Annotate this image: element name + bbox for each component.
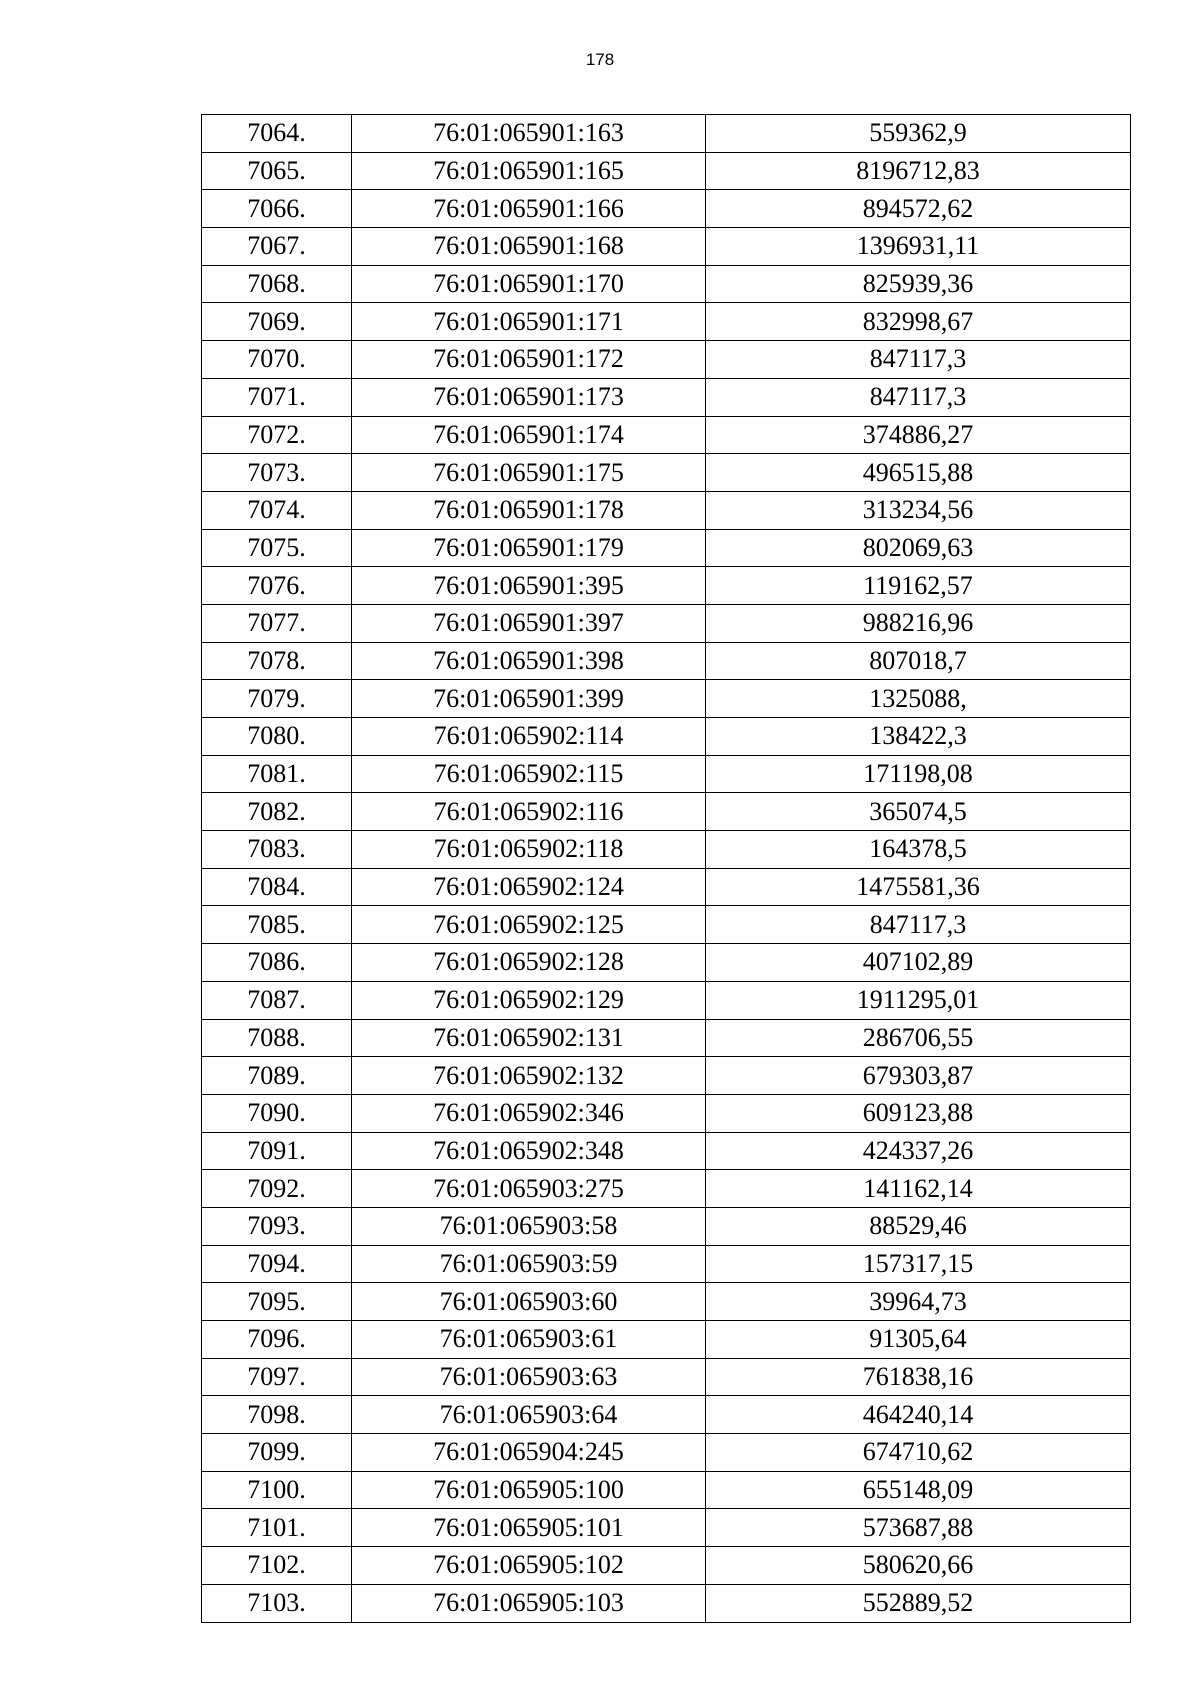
value-cell: 1325088, xyxy=(706,680,1131,718)
row-number-cell: 7090. xyxy=(202,1094,352,1132)
cadastral-number-cell: 76:01:065905:102 xyxy=(352,1547,706,1585)
row-number-cell: 7070. xyxy=(202,341,352,379)
row-number-cell: 7068. xyxy=(202,265,352,303)
row-number-cell: 7091. xyxy=(202,1132,352,1170)
row-number-cell: 7092. xyxy=(202,1170,352,1208)
cadastral-number-cell: 76:01:065902:124 xyxy=(352,868,706,906)
table-row xyxy=(202,680,1131,718)
cadastral-number-cell: 76:01:065903:60 xyxy=(352,1283,706,1321)
value-cell: 847117,3 xyxy=(706,341,1131,379)
table-row xyxy=(202,604,1131,642)
row-number-cell: 7089. xyxy=(202,1057,352,1095)
value-cell: 496515,88 xyxy=(706,454,1131,492)
value-cell: 580620,66 xyxy=(706,1547,1131,1585)
cadastral-number-cell: 76:01:065903:64 xyxy=(352,1396,706,1434)
table-row xyxy=(202,1547,1131,1585)
cadastral-number-cell: 76:01:065902:125 xyxy=(352,906,706,944)
value-cell: 825939,36 xyxy=(706,265,1131,303)
value-cell: 286706,55 xyxy=(706,1019,1131,1057)
cadastral-number-cell: 76:01:065901:399 xyxy=(352,680,706,718)
value-cell: 157317,15 xyxy=(706,1245,1131,1283)
cadastral-number-cell: 76:01:065901:163 xyxy=(352,115,706,153)
value-cell: 119162,57 xyxy=(706,567,1131,605)
cadastral-number-cell: 76:01:065901:175 xyxy=(352,454,706,492)
table-row xyxy=(202,228,1131,266)
cadastral-number-cell: 76:01:065902:131 xyxy=(352,1019,706,1057)
value-cell: 655148,09 xyxy=(706,1471,1131,1509)
row-number-cell: 7096. xyxy=(202,1321,352,1359)
cadastral-number-cell: 76:01:065902:132 xyxy=(352,1057,706,1095)
cadastral-number-cell: 76:01:065905:100 xyxy=(352,1471,706,1509)
row-number-cell: 7064. xyxy=(202,115,352,153)
value-cell: 1911295,01 xyxy=(706,981,1131,1019)
table-row xyxy=(202,944,1131,982)
cadastral-number-cell: 76:01:065902:128 xyxy=(352,944,706,982)
page-number: 178 xyxy=(585,50,615,69)
value-cell: 802069,63 xyxy=(706,529,1131,567)
table-row xyxy=(202,1584,1131,1622)
value-cell: 407102,89 xyxy=(706,944,1131,982)
row-number-cell: 7100. xyxy=(202,1471,352,1509)
row-number-cell: 7093. xyxy=(202,1207,352,1245)
cadastral-number-cell: 76:01:065902:346 xyxy=(352,1094,706,1132)
cadastral-number-cell: 76:01:065903:61 xyxy=(352,1321,706,1359)
row-number-cell: 7082. xyxy=(202,793,352,831)
cadastral-number-cell: 76:01:065902:118 xyxy=(352,831,706,869)
row-number-cell: 7080. xyxy=(202,718,352,756)
row-number-cell: 7087. xyxy=(202,981,352,1019)
table-row xyxy=(202,115,1131,153)
table-row xyxy=(202,152,1131,190)
cadastral-number-cell: 76:01:065901:168 xyxy=(352,228,706,266)
value-cell: 832998,67 xyxy=(706,303,1131,341)
row-number-cell: 7085. xyxy=(202,906,352,944)
table-row xyxy=(202,303,1131,341)
table-row xyxy=(202,1132,1131,1170)
cadastral-number-cell: 76:01:065901:170 xyxy=(352,265,706,303)
table-row xyxy=(202,755,1131,793)
cadastral-number-cell: 76:01:065901:174 xyxy=(352,416,706,454)
table-row xyxy=(202,1396,1131,1434)
value-cell: 674710,62 xyxy=(706,1434,1131,1472)
value-cell: 609123,88 xyxy=(706,1094,1131,1132)
row-number-cell: 7081. xyxy=(202,755,352,793)
cadastral-number-cell: 76:01:065903:59 xyxy=(352,1245,706,1283)
cadastral-number-cell: 76:01:065903:63 xyxy=(352,1358,706,1396)
value-cell: 679303,87 xyxy=(706,1057,1131,1095)
value-cell: 894572,62 xyxy=(706,190,1131,228)
row-number-cell: 7095. xyxy=(202,1283,352,1321)
cadastral-number-cell: 76:01:065901:179 xyxy=(352,529,706,567)
cadastral-number-cell: 76:01:065901:178 xyxy=(352,491,706,529)
cadastral-number-cell: 76:01:065902:116 xyxy=(352,793,706,831)
table-row xyxy=(202,1358,1131,1396)
value-cell: 761838,16 xyxy=(706,1358,1131,1396)
table-row xyxy=(202,1019,1131,1057)
value-cell: 8196712,83 xyxy=(706,152,1131,190)
cadastral-number-cell: 76:01:065902:129 xyxy=(352,981,706,1019)
cadastral-number-cell: 76:01:065905:103 xyxy=(352,1584,706,1622)
table-row xyxy=(202,529,1131,567)
value-cell: 988216,96 xyxy=(706,604,1131,642)
table-row xyxy=(202,1245,1131,1283)
row-number-cell: 7076. xyxy=(202,567,352,605)
row-number-cell: 7079. xyxy=(202,680,352,718)
row-number-cell: 7102. xyxy=(202,1547,352,1585)
cadastral-number-cell: 76:01:065901:397 xyxy=(352,604,706,642)
row-number-cell: 7101. xyxy=(202,1509,352,1547)
table-row xyxy=(202,906,1131,944)
cadastral-number-cell: 76:01:065901:171 xyxy=(352,303,706,341)
value-cell: 847117,3 xyxy=(706,378,1131,416)
table-row xyxy=(202,868,1131,906)
value-cell: 573687,88 xyxy=(706,1509,1131,1547)
row-number-cell: 7086. xyxy=(202,944,352,982)
value-cell: 424337,26 xyxy=(706,1132,1131,1170)
row-number-cell: 7103. xyxy=(202,1584,352,1622)
cadastral-number-cell: 76:01:065901:173 xyxy=(352,378,706,416)
row-number-cell: 7094. xyxy=(202,1245,352,1283)
row-number-cell: 7075. xyxy=(202,529,352,567)
row-number-cell: 7065. xyxy=(202,152,352,190)
table-row xyxy=(202,1283,1131,1321)
value-cell: 88529,46 xyxy=(706,1207,1131,1245)
table-row xyxy=(202,416,1131,454)
row-number-cell: 7098. xyxy=(202,1396,352,1434)
row-number-cell: 7083. xyxy=(202,831,352,869)
value-cell: 559362,9 xyxy=(706,115,1131,153)
table-row xyxy=(202,1434,1131,1472)
value-cell: 91305,64 xyxy=(706,1321,1131,1359)
value-cell: 171198,08 xyxy=(706,755,1131,793)
table-row xyxy=(202,1471,1131,1509)
table-row xyxy=(202,1207,1131,1245)
value-cell: 138422,3 xyxy=(706,718,1131,756)
row-number-cell: 7071. xyxy=(202,378,352,416)
table-body xyxy=(202,115,1131,1623)
cadastral-number-cell: 76:01:065903:58 xyxy=(352,1207,706,1245)
value-cell: 313234,56 xyxy=(706,491,1131,529)
table-row xyxy=(202,1094,1131,1132)
row-number-cell: 7074. xyxy=(202,491,352,529)
table-row xyxy=(202,265,1131,303)
row-number-cell: 7073. xyxy=(202,454,352,492)
value-cell: 365074,5 xyxy=(706,793,1131,831)
value-cell: 464240,14 xyxy=(706,1396,1131,1434)
value-cell: 39964,73 xyxy=(706,1283,1131,1321)
table-row xyxy=(202,454,1131,492)
row-number-cell: 7097. xyxy=(202,1358,352,1396)
row-number-cell: 7072. xyxy=(202,416,352,454)
table-row xyxy=(202,567,1131,605)
value-cell: 807018,7 xyxy=(706,642,1131,680)
cadastral-number-cell: 76:01:065901:172 xyxy=(352,341,706,379)
table-row xyxy=(202,190,1131,228)
value-cell: 374886,27 xyxy=(706,416,1131,454)
table-row xyxy=(202,1509,1131,1547)
value-cell: 164378,5 xyxy=(706,831,1131,869)
cadastral-number-cell: 76:01:065902:348 xyxy=(352,1132,706,1170)
value-cell: 1396931,11 xyxy=(706,228,1131,266)
row-number-cell: 7069. xyxy=(202,303,352,341)
row-number-cell: 7067. xyxy=(202,228,352,266)
value-cell: 847117,3 xyxy=(706,906,1131,944)
cadastral-number-cell: 76:01:065901:165 xyxy=(352,152,706,190)
cadastral-number-cell: 76:01:065902:115 xyxy=(352,755,706,793)
table-row xyxy=(202,793,1131,831)
table-row xyxy=(202,491,1131,529)
table-row xyxy=(202,642,1131,680)
table-row xyxy=(202,1057,1131,1095)
cadastral-number-cell: 76:01:065904:245 xyxy=(352,1434,706,1472)
row-number-cell: 7077. xyxy=(202,604,352,642)
row-number-cell: 7066. xyxy=(202,190,352,228)
table-row xyxy=(202,1170,1131,1208)
table-row xyxy=(202,718,1131,756)
value-cell: 552889,52 xyxy=(706,1584,1131,1622)
table-row xyxy=(202,831,1131,869)
value-cell: 141162,14 xyxy=(706,1170,1131,1208)
row-number-cell: 7084. xyxy=(202,868,352,906)
cadastral-number-cell: 76:01:065902:114 xyxy=(352,718,706,756)
table-row xyxy=(202,378,1131,416)
value-cell: 1475581,36 xyxy=(706,868,1131,906)
table-row xyxy=(202,1321,1131,1359)
cadastral-number-cell: 76:01:065901:166 xyxy=(352,190,706,228)
row-number-cell: 7078. xyxy=(202,642,352,680)
cadastral-number-cell: 76:01:065901:398 xyxy=(352,642,706,680)
row-number-cell: 7099. xyxy=(202,1434,352,1472)
cadastral-number-cell: 76:01:065903:275 xyxy=(352,1170,706,1208)
cadastral-number-cell: 76:01:065901:395 xyxy=(352,567,706,605)
table-row xyxy=(202,341,1131,379)
table-row xyxy=(202,981,1131,1019)
cadastral-number-cell: 76:01:065905:101 xyxy=(352,1509,706,1547)
row-number-cell: 7088. xyxy=(202,1019,352,1057)
cadastral-table xyxy=(201,114,1131,1623)
